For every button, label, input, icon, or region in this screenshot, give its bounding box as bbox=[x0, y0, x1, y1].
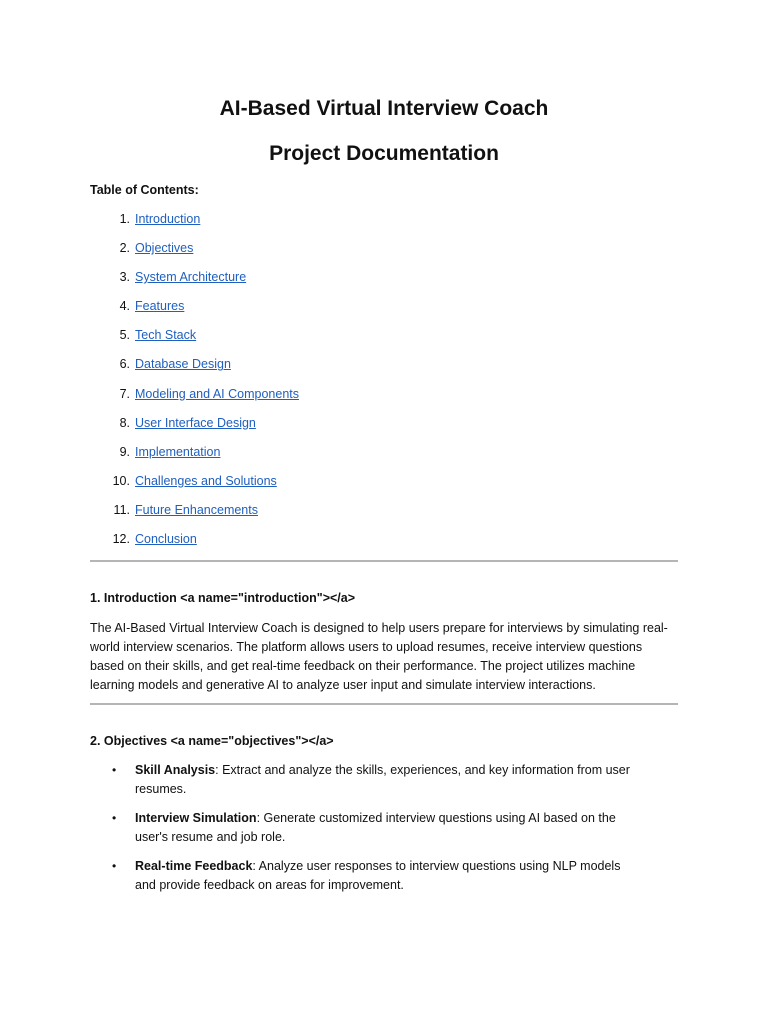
toc-link-future-enhancements[interactable]: Future Enhancements bbox=[135, 502, 258, 517]
bullet-term: Real-time Feedback bbox=[135, 859, 253, 873]
toc-item-database-design bbox=[90, 355, 678, 384]
toc-number: 1. bbox=[119, 212, 130, 226]
bullet-icon: • bbox=[112, 859, 117, 873]
toc-number: 8. bbox=[119, 415, 130, 430]
objectives-list bbox=[90, 761, 678, 905]
toc-number: 3. bbox=[119, 270, 130, 285]
bullet-text: : Generate customized interview questions using AI based on the user's resume and job role. bbox=[135, 811, 616, 844]
toc-number: 9. bbox=[119, 444, 130, 459]
toc-item-conclusion bbox=[90, 530, 678, 559]
toc-link-conclusion[interactable]: Conclusion bbox=[135, 532, 197, 547]
toc-link-features[interactable]: Features bbox=[135, 299, 185, 314]
toc-heading: Table of Contents: bbox=[90, 183, 199, 197]
toc-item-modeling-ai bbox=[90, 385, 678, 414]
introduction-paragraph: The AI-Based Virtual Interview Coach is designed to help users prepare for interviews by simulating real-world interview scenarios. The platform allows users to upload resumes, receive interview questions based on their skills, and get real-time feedback on their performance. The project utilizes machine learning models and generative AI to analyze user input and simulate interview interactions. bbox=[90, 621, 668, 692]
bullet-text: : Extract and analyze the skills, experiences, and key information from user resumes. bbox=[135, 763, 630, 796]
bullet-term: Skill Analysis bbox=[135, 763, 216, 777]
toc-link-system-architecture[interactable]: System Architecture bbox=[135, 270, 247, 285]
toc-item-challenges bbox=[90, 472, 678, 501]
list-item bbox=[90, 809, 640, 847]
toc-number: 2. bbox=[119, 241, 130, 256]
toc-number: 10. bbox=[112, 473, 130, 488]
section-heading-introduction: 1. Introduction <a name="introduction"></a> bbox=[90, 591, 356, 605]
toc-item-ui-design bbox=[90, 414, 678, 443]
table-of-contents bbox=[90, 210, 678, 559]
section-heading-objectives: 2. Objectives <a name="objectives"></a> bbox=[90, 734, 334, 748]
list-item bbox=[90, 857, 640, 895]
toc-item-objectives bbox=[90, 239, 678, 268]
list-item bbox=[90, 761, 640, 799]
toc-link-database-design[interactable]: Database Design bbox=[135, 357, 231, 372]
toc-number: 6. bbox=[119, 357, 130, 372]
bullet-icon: • bbox=[112, 763, 117, 777]
toc-item-future-enhancements bbox=[90, 501, 678, 530]
toc-number: 5. bbox=[119, 328, 130, 343]
bullet-term: Interview Simulation bbox=[135, 811, 257, 825]
toc-number: 7. bbox=[119, 386, 130, 401]
toc-number: 12. bbox=[112, 532, 130, 547]
toc-link-objectives[interactable]: Objectives bbox=[135, 241, 194, 256]
toc-link-tech-stack[interactable]: Tech Stack bbox=[135, 328, 197, 343]
toc-number: 11. bbox=[113, 502, 130, 517]
toc-link-modeling-ai[interactable]: Modeling and AI Components bbox=[135, 386, 299, 401]
toc-link-introduction[interactable]: Introduction bbox=[135, 212, 201, 226]
bullet-icon: • bbox=[112, 811, 117, 825]
toc-item-tech-stack bbox=[90, 326, 678, 355]
toc-link-challenges[interactable]: Challenges and Solutions bbox=[135, 473, 277, 488]
toc-link-implementation[interactable]: Implementation bbox=[135, 444, 221, 459]
toc-number: 4. bbox=[119, 299, 130, 314]
toc-item-implementation bbox=[90, 443, 678, 472]
horizontal-divider bbox=[90, 703, 678, 705]
document-title: AI-Based Virtual Interview Coach bbox=[219, 97, 549, 120]
toc-link-ui-design[interactable]: User Interface Design bbox=[135, 415, 256, 430]
toc-item-system-architecture bbox=[90, 268, 678, 297]
horizontal-divider bbox=[90, 560, 678, 562]
bullet-text: : Analyze user responses to interview questions using NLP models and provide feedback on areas for improvement. bbox=[135, 859, 621, 892]
toc-item-features bbox=[90, 297, 678, 326]
toc-item-introduction bbox=[90, 210, 678, 239]
document-subtitle: Project Documentation bbox=[269, 142, 499, 165]
